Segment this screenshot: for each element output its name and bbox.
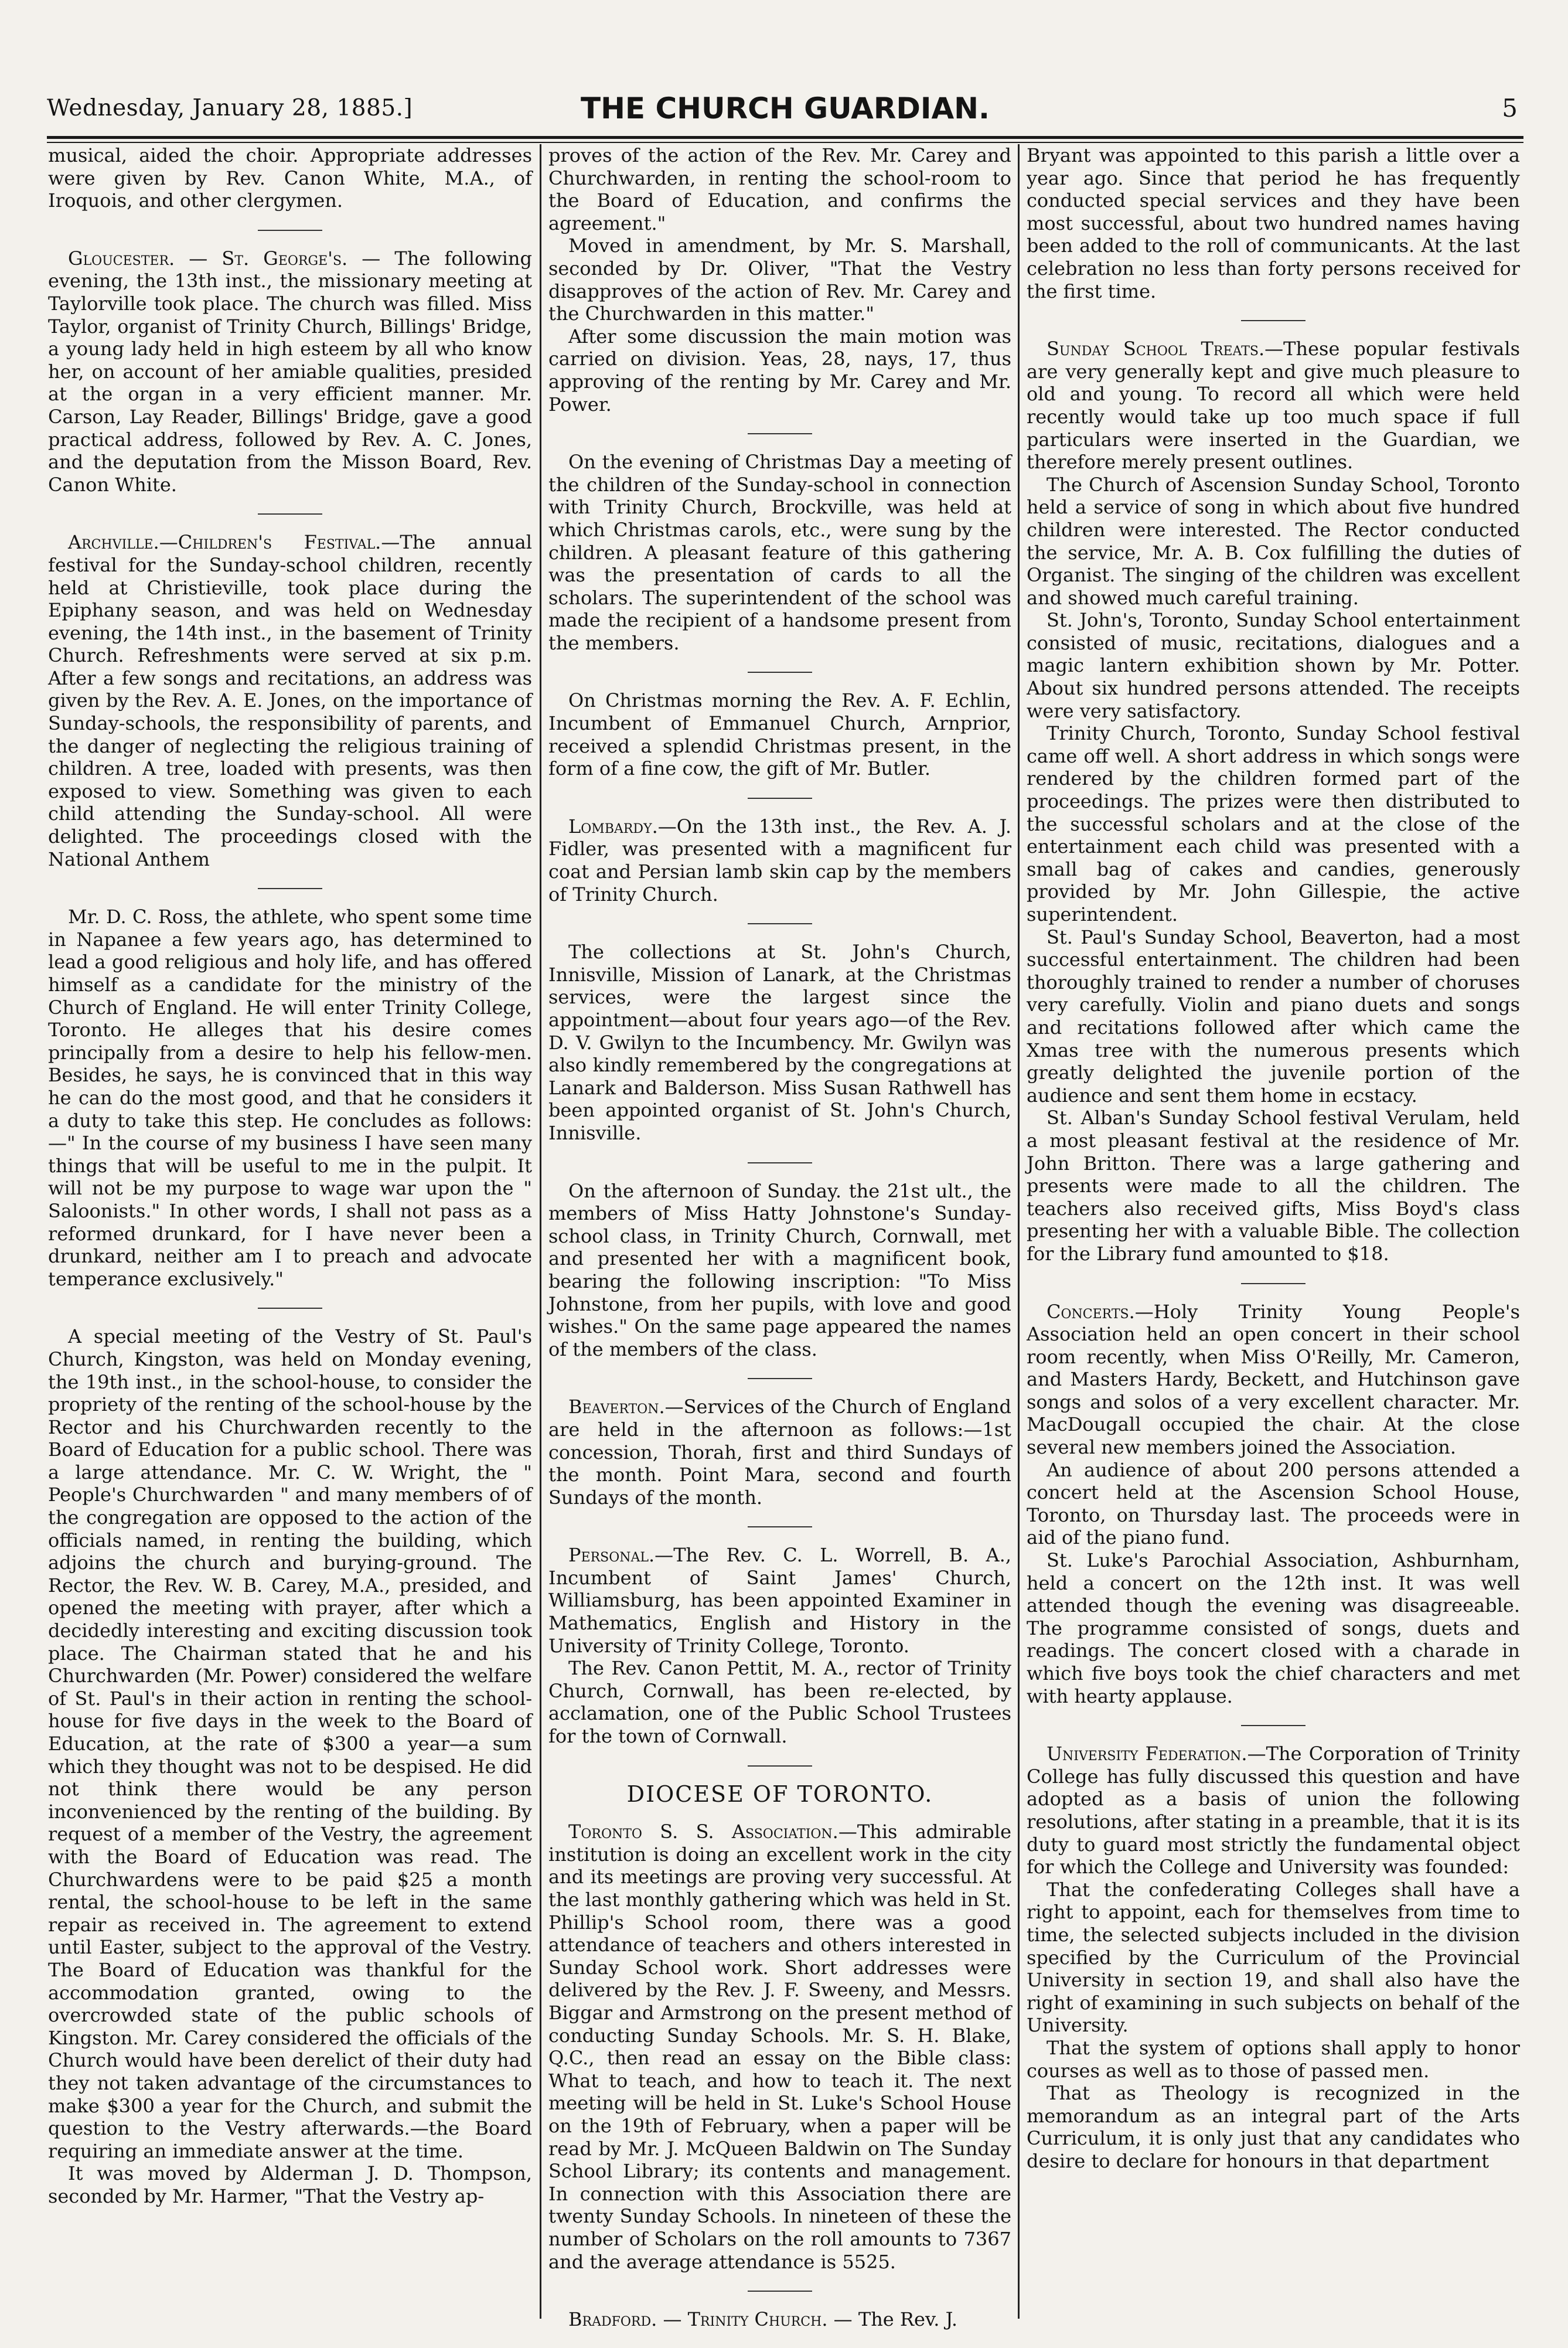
dateline: Concerts.— — [1047, 1300, 1154, 1323]
article-paragraph: That the confederating Colleges shall have a right to appoint, each for themselves from time to time, the selected subjects included in the division specified by the Curriculum of the Provincial University in section 19, and shall also have the right of examining in such subjects on behalf of the University. — [1027, 1878, 1520, 2037]
header-rule-thin — [47, 142, 1523, 143]
article-concerts — [1027, 1301, 1520, 1459]
article-paragraph: proves of the action of the Rev. Mr. Carey and Churchwarden, in renting the school-room to the Board of Education, and confirms the agreement." — [548, 144, 1011, 234]
article-text: These popular festivals are very generally kept and give much pleasure to old and young. To record all which were held recently would take up too much space if full particulars were inserted in the Guardian, we therefore merely present outlines. — [1027, 338, 1520, 474]
article-text: The Corporation of Trinity College has fully discussed this question and have adopted as a basis of union the following resolutions, after stating in a preamble, that it is its duty to guard most strictly the fundamental object for which the College and University was founded: — [1027, 1743, 1520, 1879]
article-gloucester — [48, 247, 532, 496]
article-paragraph: Bryant was appointed to this parish a little over a year ago. Since that period he has frequently conducted special services and they have been most successful, about two hundred names having been added to the roll of communicants. At the last celebration no less than forty persons received for the first time. — [1027, 144, 1520, 302]
article-paragraph: St. Luke's Parochial Association, Ashburnham, held a concert on the 12th inst. It was well attended though the evening was disagreeable. The programme consisted of songs, duets and readings. The concert closed with a charade in which five boys took the chief characters and met with hearty applause. — [1027, 1549, 1520, 1707]
dateline: Toronto S. S. Association.— — [568, 1820, 857, 1843]
article-brockville: On the evening of Christmas Day a meeting of the children of the Sunday-school in connection with Trinity Church, Brockville, was held at which Christmas carols, etc., were sung by the children. A pleasant feature of this gathering was the presentation of cards to all the scholars. The superintendent of the school was made the recipient of a handsome present from the members. — [548, 451, 1011, 654]
dateline: Beaverton.— — [568, 1396, 684, 1418]
article-lombardy — [548, 815, 1011, 906]
article-personal — [548, 1544, 1011, 1657]
article-separator — [748, 433, 812, 434]
article-separator — [258, 513, 322, 515]
article-text: The annual festival for the Sunday-school children, recently held at Christieville, took place during the Epiphany season, and was held on Wednesday evening, the 14th inst., in the basement of Trinity Church. Refreshments were served at six p.m. After a few songs and recitations, an address was given by the Rev. A. E. Jones, on the importance of Sunday-schools, the responsibility of parents, and the danger of neglecting the religious training of children. A tree, loaded with presents, was then exposed to view. Something was given to each child attending the Sunday-school. All were delighted. The proceedings closed with the National Anthem — [48, 531, 532, 870]
article-separator — [1241, 1725, 1305, 1726]
article-separator — [748, 672, 812, 673]
article-paragraph: Moved in amendment, by Mr. S. Marshall, seconded by Dr. Oliver, "That the Vestry disapproves of the action of Rev. Mr. Carey and the Churchwarden in this matter." — [548, 234, 1011, 325]
article-paragraph: St. Alban's Sunday School festival Verulam, held a most pleasant festival at the residence of Mr. John Britton. There was a large gathering and presents were made to all the children. The teachers also received gifts, Miss Boyd's class presenting her with a valuable Bible. The collection for the Library fund amounted to $18. — [1027, 1107, 1520, 1265]
article-separator — [258, 1308, 322, 1309]
article-text: This admirable institution is doing an excellent work in the city and its meetings are proving very successful. At the last monthly gathering which was held in St. Phillip's School room, there was a good attendance of teachers and others interested in Sunday School work. Short addresses were delivered by the Rev. J. F. Sweeny, and Messrs. Biggar and Armstrong on the present method of conducting Sunday Schools. Mr. S. H. Blake, Q.C., then read an essay on the Bible class: What to teach, and how to teach it. The next meeting will be held in St. Luke's School House on the 19th of February, when a paper will be read by Mr. J. McQueen Baldwin on The Sunday School Library; its contents and management. In connection with this Association there are twenty Sunday Schools. In nineteen of these the number of Scholars on the roll amounts to 7367 and the average attendance is 5525. — [548, 1820, 1011, 2273]
article-separator — [1241, 1283, 1305, 1284]
article-paragraph: After some discussion the main motion was carried on division. Yeas, 28, nays, 17, thus approving of the renting by Mr. Carey and Mr. Power. — [548, 325, 1011, 416]
article-paragraph: That the system of options shall apply to honor courses as well as to those of passed men. — [1027, 2036, 1520, 2082]
article-university-federation — [1027, 1743, 1520, 1879]
article-text: Services of the Church of England are held in the afternoon as follows:—1st concession, Thorah, first and third Sundays of the month. Point Mara, second and fourth Sundays of the month. — [548, 1396, 1011, 1509]
header-rule-thick — [47, 136, 1523, 139]
article-toronto-ss — [548, 1820, 1011, 2273]
article-separator — [748, 798, 812, 799]
article-separator — [1241, 320, 1305, 321]
article-paragraph: An audience of about 200 persons attended a concert held at the Ascension School House, Toronto, on Thursday last. The proceeds were in aid of the piano fund. — [1027, 1458, 1520, 1549]
newspaper-title: THE CHURCH GUARDIAN. — [580, 91, 990, 125]
article-cornwall: On the afternoon of Sunday. the 21st ult., the members of Miss Hatty Johnstone's Sunday-school class, in Trinity Church, Cornwall, met and presented her with a magnificent book, bearing the following inscription: "To Miss Johnstone, from her pupils, with love and good wishes." On the same page appeared the names of the members of the class. — [548, 1179, 1011, 1360]
article-text: On the 13th inst., the Rev. A. J. Fidler, was presented with a magnificent fur coat and Persian lamb skin cap by the members of Trinity Church. — [548, 815, 1011, 906]
article-separator — [748, 923, 812, 924]
article-text: Holy Trinity Young People's Association held an open concert in their school room recently, when Miss O'Reilly, Mr. Cameron, and Masters Hardy, Beckett, and Hutchinson gave songs and solos of a very excellent character. Mr. MacDougall occupied the chair. At the close several new members joined the Association. — [1027, 1300, 1520, 1459]
dateline: Gloucester. — St. George's. — — [68, 247, 381, 270]
dateline: Lombardy.— — [568, 815, 677, 838]
article-paragraph: Trinity Church, Toronto, Sunday School festival came off well. A short address in which songs were rendered by the children formed part of the proceedings. The prizes were then distributed to the successful scholars and at the close of the entertainment each child was presented with a small bag of cakes and candies, generously provided by Mr. John Gillespie, the active superintendent. — [1027, 722, 1520, 925]
article-text: The following evening, the 13th inst., the missionary meeting at Taylorville took place. The church was filled. Miss Taylor, organist of Trinity Church, Billings' Bridge, a young lady held in high esteem by all who know her, on account of her amiable qualities, presided at the organ in a very efficient manner. Mr. Carson, Lay Reader, Billings' Bridge, gave a good practical address, followed by Rev. A. C. Jones, and the deputation from the Misson Board, Rev. Canon White. — [48, 247, 532, 496]
column-2 — [548, 144, 1011, 2331]
article-paragraph: musical, aided the choir. Appropriate addresses were given by Rev. Canon White, M.A., of Iroquois, and other clergymen. — [48, 144, 532, 212]
article-kingston-vestry: A special meeting of the Vestry of St. Paul's Church, Kingston, was held on Monday evening, the 19th inst., in the school-house, to consider the propriety of the renting of the school-house by the Rector and his Churchwarden recently to the Board of Education for a public school. There was a large attendance. Mr. C. W. Wright, the " People's Churchwarden " and many members of of the congregation are opposed to the action of the officials named, in renting the building, which adjoins the church and burying-ground. The Rector, the Rev. W. B. Carey, M.A., presided, and opened the meeting with prayer, after which a decidedly interesting and exciting discussion took place. The Chairman stated that he and his Churchwarden (Mr. Power) considered the welfare of St. Paul's in their action in renting the school-house for five days in the week to the Board of Education, at the rate of $300 a year—a sum which they thought was not to be despised. He did not think there would be any person inconvenienced by the renting of the building. By request of a member of the Vestry, the agreement with the Board of Education was read. The Churchwardens were to be paid $25 a month rental, the school-house to be left in the same repair as received in. The agreement to extend until Easter, subject to the approval of the Vestry. The Board of Education was thankful for the accommodation granted, owing to the overcrowded state of the public schools of Kingston. Mr. Carey considered the officials of the Church would have been derelict of their duty had they not taken advantage of the circumstances to make $300 a year for the Church, and submit the question to the Vestry afterwards.—the Board requiring an immediate answer at the time. — [48, 1325, 532, 2162]
article-paragraph: That as Theology is recognized in the memorandum as an integral part of the Arts Curriculum, it is only just that any candidates who desire to declare for honours in that department — [1027, 2082, 1520, 2172]
dateline: Personal.— — [568, 1544, 674, 1567]
article-separator — [748, 1526, 812, 1527]
article-separator — [748, 1765, 812, 1767]
section-heading: DIOCESE OF TORONTO. — [626, 1781, 933, 1807]
article-paragraph: St. Paul's Sunday School, Beaverton, had a most successful entertainment. The children had been thoroughly trained to render a number of choruses very carefully. Violin and piano duets and songs and recitations followed after which came the Xmas tree with the numerous presents which greatly delighted the juvenile portion of the audience and sent them home in ecstacy. — [1027, 925, 1520, 1107]
article-bradford — [548, 2308, 1011, 2331]
article-innisville: The collections at St. John's Church, Innisville, Mission of Lanark, at the Christmas services, were the largest since the appointment—about four years ago—of the Rev. D. V. Gwilyn to the Incumbency. Mr. Gwilyn was also kindly remembered by the congregations at Lanark and Balderson. Miss Susan Rathwell has been appointed organist of St. John's Church, Innisville. — [548, 941, 1011, 1144]
issue-date: Wednesday, January 28, 1885.] — [47, 95, 413, 121]
article-text: The Rev. C. L. Worrell, B. A., Incumbent of Saint James' Church, Williamsburg, has been appointed Examiner in Mathematics, English and History in the University of Trinity College, Toronto. — [548, 1544, 1011, 1657]
article-arnprior: On Christmas morning the Rev. A. F. Echlin, Incumbent of Emmanuel Church, Arnprior, received a splendid Christmas present, in the form of a fine cow, the gift of Mr. Butler. — [548, 689, 1011, 780]
article-paragraph: The Church of Ascension Sunday School, Toronto held a service of song in which about five hundred children were interested. The Rector conducted the service, Mr. A. B. Cox fulfilling the duties of Organist. The singing of the children was excellent and showed much careful training. — [1027, 473, 1520, 609]
dateline: University Federation.— — [1047, 1743, 1266, 1765]
article-separator — [748, 1162, 812, 1163]
article-ross: Mr. D. C. Ross, the athlete, who spent some time in Napanee a few years ago, has determined to lead a good religious and holy life, and has offered himself as a candidate for the ministry of the Church of England. He will enter Trinity College, Toronto. He alleges that his desire comes principally from a desire to help his fellow-men. Besides, he says, he is convinced that in this way he can do the most good, and that he considers it a duty to take this step. He concludes as follows: —" In the course of my business I have seen many things that will be useful to me in the pulpit. It will not be my purpose to wage war upon the " Saloonists." In other words, I shall not pass as a reformed drunkard, for I have never been a drunkard, neither am I to preach and advocate temperance exclusively." — [48, 906, 532, 1290]
column-3 — [1027, 144, 1520, 2319]
article-paragraph: St. John's, Toronto, Sunday School entertainment consisted of music, recitations, dialogues and a magic lantern exhibition shown by Mr. Potter. About six hundred persons attended. The receipts were very satisfactory. — [1027, 609, 1520, 722]
page-number: 5 — [1502, 94, 1518, 122]
article-text: The Rev. J. — [852, 2308, 958, 2331]
article-separator — [258, 888, 322, 889]
article-separator — [748, 2291, 812, 2292]
article-archville — [48, 531, 532, 870]
dateline: Sunday School Treats.— — [1047, 338, 1284, 360]
article-beaverton — [548, 1396, 1011, 1509]
column-1 — [48, 144, 532, 2319]
article-paragraph: The Rev. Canon Pettit, M. A., rector of Trinity Church, Cornwall, has been re-elected, by acclamation, one of the Public School Trustees for the town of Cornwall. — [548, 1657, 1011, 1748]
article-paragraph: It was moved by Alderman J. D. Thompson, seconded by Mr. Harmer, "That the Vestry ap- — [48, 2162, 532, 2207]
article-sunday-school-treats — [1027, 338, 1520, 474]
dateline: Archville.—Children's Festival.— — [68, 531, 400, 554]
article-separator — [258, 230, 322, 231]
dateline: Bradford. — Trinity Church. — — [568, 2308, 853, 2331]
article-separator — [748, 1378, 812, 1379]
masthead — [47, 88, 1523, 141]
column-rule-2 — [1018, 144, 1020, 2319]
column-rule-1 — [540, 144, 541, 2319]
